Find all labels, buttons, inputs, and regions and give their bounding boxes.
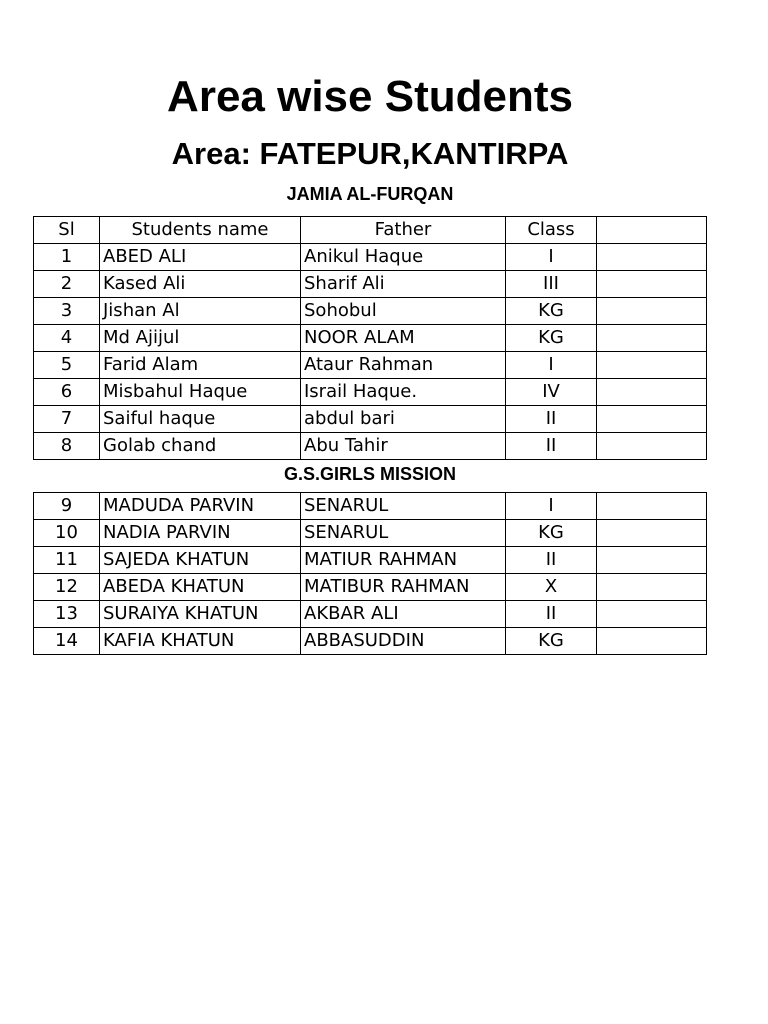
cell-blank (597, 406, 707, 433)
table-row (34, 352, 707, 379)
cell-class: I (506, 352, 597, 379)
cell-blank (597, 520, 707, 547)
cell-blank (597, 379, 707, 406)
cell-class: X (506, 574, 597, 601)
cell-class: II (506, 547, 597, 574)
table-header-row (34, 217, 707, 244)
column-header-class: Class (506, 217, 597, 244)
cell-blank (597, 493, 707, 520)
table-row (34, 244, 707, 271)
cell-class: IV (506, 379, 597, 406)
cell-father: Israil Haque. (301, 379, 506, 406)
table-row (34, 520, 707, 547)
table-row (34, 601, 707, 628)
cell-father: ABBASUDDIN (301, 628, 506, 655)
cell-father: MATIBUR RAHMAN (301, 574, 506, 601)
table-row (34, 406, 707, 433)
cell-father: Sharif Ali (301, 271, 506, 298)
cell-blank (597, 628, 707, 655)
cell-student-name: SAJEDA KHATUN (100, 547, 301, 574)
cell-class: KG (506, 325, 597, 352)
cell-sl: 9 (34, 493, 100, 520)
table-row (34, 547, 707, 574)
cell-class: KG (506, 298, 597, 325)
column-header-father: Father (301, 217, 506, 244)
cell-class: I (506, 244, 597, 271)
cell-class: I (506, 493, 597, 520)
cell-father: NOOR ALAM (301, 325, 506, 352)
table-row (34, 379, 707, 406)
students-table-gs-girls-mission (33, 492, 707, 655)
cell-father: SENARUL (301, 520, 506, 547)
cell-class: III (506, 271, 597, 298)
table-row (34, 271, 707, 298)
area-subtitle: Area: FATEPUR,KANTIRPA (171, 136, 569, 171)
table-row (34, 298, 707, 325)
column-header-sl: Sl (34, 217, 100, 244)
cell-father: AKBAR ALI (301, 601, 506, 628)
cell-blank (597, 352, 707, 379)
cell-father: MATIUR RAHMAN (301, 547, 506, 574)
cell-sl: 1 (34, 244, 100, 271)
cell-student-name: Saiful haque (100, 406, 301, 433)
cell-class: KG (506, 520, 597, 547)
cell-student-name: MADUDA PARVIN (100, 493, 301, 520)
cell-student-name: Kased Ali (100, 271, 301, 298)
cell-sl: 7 (34, 406, 100, 433)
cell-sl: 6 (34, 379, 100, 406)
cell-student-name: ABEDA KHATUN (100, 574, 301, 601)
cell-student-name: NADIA PARVIN (100, 520, 301, 547)
cell-class: KG (506, 628, 597, 655)
cell-sl: 8 (34, 433, 100, 460)
cell-sl: 4 (34, 325, 100, 352)
cell-class: II (506, 406, 597, 433)
students-table-jamia-al-furqan (33, 216, 707, 460)
column-header-students-name: Students name (100, 217, 301, 244)
cell-blank (597, 244, 707, 271)
table-row (34, 493, 707, 520)
cell-student-name: Md Ajijul (100, 325, 301, 352)
cell-blank (597, 574, 707, 601)
cell-student-name: SURAIYA KHATUN (100, 601, 301, 628)
cell-sl: 13 (34, 601, 100, 628)
cell-father: Anikul Haque (301, 244, 506, 271)
table-row (34, 628, 707, 655)
cell-student-name: Farid Alam (100, 352, 301, 379)
cell-class: II (506, 433, 597, 460)
cell-sl: 5 (34, 352, 100, 379)
section-heading-jamia-al-furqan: JAMIA AL-FURQAN (286, 184, 454, 204)
cell-father: abdul bari (301, 406, 506, 433)
cell-father: Sohobul (301, 298, 506, 325)
cell-blank (597, 601, 707, 628)
cell-blank (597, 547, 707, 574)
cell-blank (597, 271, 707, 298)
cell-sl: 11 (34, 547, 100, 574)
cell-father: Ataur Rahman (301, 352, 506, 379)
cell-blank (597, 325, 707, 352)
table-row (34, 325, 707, 352)
cell-sl: 14 (34, 628, 100, 655)
cell-blank (597, 298, 707, 325)
cell-student-name: Misbahul Haque (100, 379, 301, 406)
table-row (34, 574, 707, 601)
section-heading-gs-girls-mission: G.S.GIRLS MISSION (283, 464, 457, 484)
cell-student-name: Golab chand (100, 433, 301, 460)
cell-father: SENARUL (301, 493, 506, 520)
cell-sl: 10 (34, 520, 100, 547)
cell-student-name: KAFIA KHATUN (100, 628, 301, 655)
cell-blank (597, 433, 707, 460)
cell-father: Abu Tahir (301, 433, 506, 460)
table-row (34, 433, 707, 460)
cell-sl: 3 (34, 298, 100, 325)
cell-student-name: Jishan Al (100, 298, 301, 325)
column-header-blank (597, 217, 707, 244)
cell-student-name: ABED ALI (100, 244, 301, 271)
cell-sl: 2 (34, 271, 100, 298)
page-title: Area wise Students (167, 72, 573, 121)
cell-class: II (506, 601, 597, 628)
cell-sl: 12 (34, 574, 100, 601)
